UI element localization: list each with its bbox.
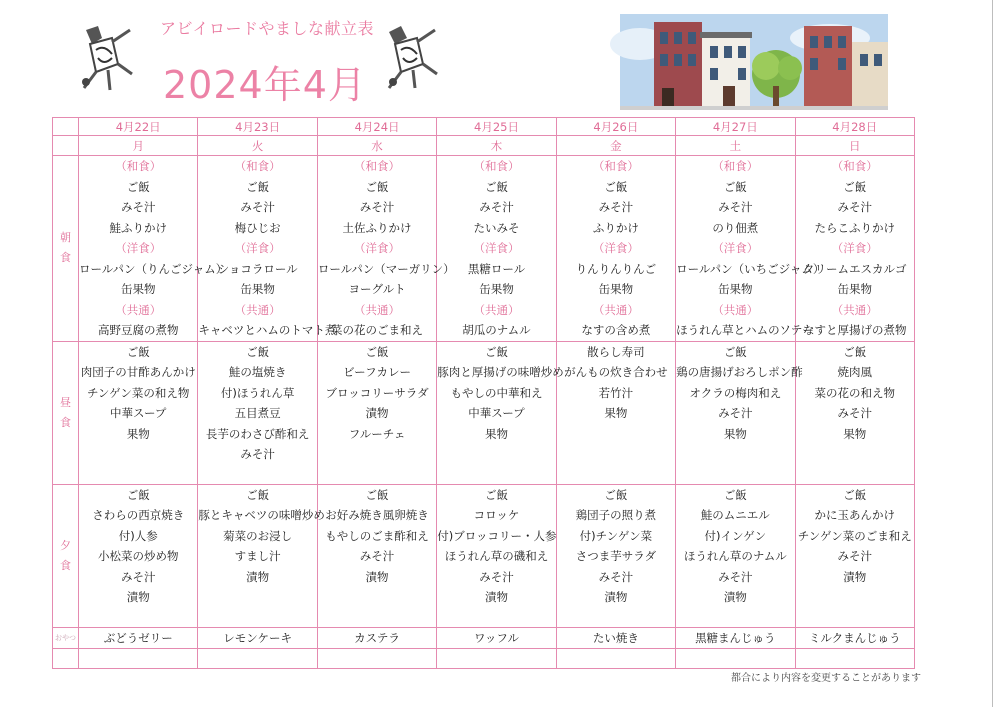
date-cell: 4月28日: [795, 118, 914, 136]
dinner-item: 小松菜の炒め物: [97, 549, 179, 563]
breakfast-item: ほうれん草とハムのソテー: [676, 323, 814, 337]
breakfast-item: ご飯: [604, 179, 628, 194]
dinner-item: 付)人参: [118, 528, 158, 543]
lunch-item: ご飯: [843, 344, 867, 359]
snack-cell: カステラ: [317, 627, 436, 648]
dinner-item: かに玉あんかけ: [814, 508, 896, 522]
lunch-label-char: 昼: [60, 395, 71, 409]
dinner-item: お好み焼き風卵焼き: [325, 508, 429, 522]
dinner-cell: [317, 484, 436, 627]
breakfast-category-label: （和食）: [712, 159, 759, 173]
breakfast-category-label: （洋食）: [354, 241, 401, 255]
snack-cell: ワッフル: [437, 627, 556, 648]
lunch-item: フルーチェ: [348, 426, 406, 441]
breakfast-cell: [79, 156, 228, 342]
dinner-item: 漬物: [604, 590, 628, 604]
breakfast-item: みそ汁: [240, 200, 275, 214]
lunch-label: [53, 341, 79, 484]
weekday-cell: 水: [317, 136, 436, 156]
breakfast-item: たらこふりかけ: [814, 220, 896, 235]
dinner-item: すまし汁: [234, 549, 281, 563]
lunch-cell: [676, 341, 803, 484]
breakfast-category-label: （共通）: [831, 302, 878, 317]
breakfast-category-label: （共通）: [354, 302, 401, 317]
dinner-item: 付)インゲン: [704, 528, 767, 543]
weekday-cell: 金: [556, 136, 675, 156]
lunch-item: 果物: [843, 426, 867, 441]
breakfast-item: ヨーグルト: [348, 282, 406, 296]
snack-cell: 黒糖まんじゅう: [676, 627, 795, 648]
breakfast-item: ご飯: [843, 179, 867, 194]
breakfast-item: のり佃煮: [712, 220, 759, 235]
breakfast-category-label: （和食）: [234, 159, 281, 173]
breakfast-row: [53, 156, 915, 342]
blank-row: [53, 648, 915, 668]
breakfast-item: 缶果物: [120, 282, 156, 296]
dinner-item: ご飯: [604, 487, 628, 502]
lunch-item: ご飯: [126, 344, 150, 359]
lunch-item: 中華スープ: [110, 406, 167, 420]
lunch-item: 漬物: [365, 406, 389, 420]
breakfast-item: 梅ひじお: [234, 220, 281, 235]
dinner-label: [53, 484, 79, 627]
date-cell: 4月22日: [79, 118, 198, 136]
dinner-item: 鮭のムニエル: [700, 508, 770, 522]
dinner-item: みそ汁: [718, 569, 753, 584]
dinner-item: みそ汁: [479, 569, 514, 584]
breakfast-item: みそ汁: [718, 200, 753, 214]
lunch-item: 散らし寿司: [587, 344, 645, 359]
lunch-item: 鮭の塩焼き: [228, 365, 287, 379]
breakfast-category-label: （共通）: [473, 302, 520, 317]
breakfast-category-label: （和食）: [831, 159, 878, 173]
breakfast-category-label: （洋食）: [115, 241, 162, 255]
breakfast-item: みそ汁: [359, 200, 395, 214]
breakfast-item: 缶果物: [598, 282, 634, 296]
lunch-item: 付)ほうれん草: [220, 385, 295, 400]
breakfast-category-label: （共通）: [234, 302, 281, 317]
breakfast-item: 缶果物: [837, 282, 873, 296]
lunch-item: 豚肉と厚揚げの味噌炒め: [437, 365, 564, 379]
breakfast-cell: [317, 156, 455, 342]
dinner-item: みそ汁: [359, 549, 395, 563]
date-cell: 4月27日: [676, 118, 795, 136]
dinner-item: もやしのごま酢和え: [325, 528, 429, 543]
blank-cell: [795, 648, 914, 668]
breakfast-cell: [795, 156, 914, 342]
weekday-row: [53, 136, 915, 156]
facility-name: アビイロードやましな献立表: [160, 19, 375, 38]
breakfast-item: なすの含め煮: [581, 323, 651, 337]
date-cell: 4月24日: [317, 118, 436, 136]
dinner-label-char: 食: [60, 558, 71, 572]
blank-cell: [676, 648, 795, 668]
lunch-item: ブロッコリーサラダ: [325, 385, 429, 400]
lunch-item: 若竹汁: [598, 385, 634, 400]
lunch-item: ご飯: [246, 344, 270, 359]
breakfast-label-char: 朝: [60, 231, 71, 245]
dinner-item: ご飯: [126, 487, 150, 502]
breakfast-category-label: （洋食）: [234, 241, 281, 255]
weekday-cell: 火: [198, 136, 317, 156]
dinner-cell: [676, 484, 795, 627]
lunch-item: みそ汁: [240, 447, 275, 461]
lunch-item: 果物: [126, 426, 150, 441]
breakfast-label: [53, 156, 79, 342]
dinner-item: ご飯: [723, 487, 747, 502]
breakfast-item: みそ汁: [598, 200, 634, 214]
lunch-item: 果物: [723, 426, 747, 441]
blank-cell: [437, 648, 556, 668]
breakfast-category-label: （和食）: [592, 159, 639, 173]
dinner-item: コロッケ: [473, 508, 520, 522]
dinner-item: さわらの西京焼き: [92, 508, 185, 522]
dinner-item: ご飯: [365, 487, 389, 502]
dinner-item: 漬物: [843, 569, 867, 584]
lunch-item: ビーフカレー: [343, 365, 411, 379]
lunch-item: ご飯: [365, 344, 389, 359]
lunch-item: 肉団子の甘酢あんかけ: [80, 365, 196, 379]
breakfast-item: 黒糖ロール: [467, 261, 526, 276]
corner-cell: [53, 118, 79, 136]
weekday-cell: 日: [795, 136, 914, 156]
breakfast-cell: [556, 156, 675, 342]
snack-label: おやつ: [53, 627, 79, 648]
snack-cell: ぶどうゼリー: [79, 627, 198, 648]
lunch-cell: [437, 341, 564, 484]
page-edge-line: [992, 0, 993, 707]
lunch-item: がんもの炊き合わせ: [564, 365, 668, 379]
lunch-item: ご飯: [723, 344, 747, 359]
weekday-cell: 木: [437, 136, 556, 156]
breakfast-item: なすと厚揚げの煮物: [803, 323, 907, 337]
snack-cell: レモンケーキ: [198, 627, 317, 648]
dinner-cell: [198, 484, 325, 627]
breakfast-item: 高野豆腐の煮物: [97, 323, 179, 337]
breakfast-item: 菜の花のごま和え: [331, 323, 424, 337]
snack-cell: ミルクまんじゅう: [795, 627, 914, 648]
lunch-item: 菜の花の和え物: [814, 385, 896, 400]
dinner-item: みそ汁: [598, 569, 634, 584]
date-cell: 4月23日: [198, 118, 317, 136]
dinner-item: さつま芋サラダ: [575, 549, 657, 563]
lunch-item: 長芋のわさび酢和え: [205, 426, 310, 441]
breakfast-item: ご飯: [246, 179, 270, 194]
dinner-row: [53, 484, 915, 627]
dinner-item: 漬物: [484, 590, 508, 604]
breakfast-cell: [437, 156, 556, 342]
dinner-item: ご飯: [246, 487, 270, 502]
breakfast-item: ショコラロール: [217, 261, 298, 276]
breakfast-label-char: 食: [60, 251, 71, 265]
breakfast-item: たいみそ: [473, 220, 520, 235]
musician-caricature-icon: [383, 22, 439, 92]
lunch-cell: [317, 341, 436, 484]
blank-cell: [317, 648, 436, 668]
dinner-item: 菊菜のお浸し: [223, 528, 293, 543]
lunch-item: 焼肉風: [837, 365, 873, 379]
breakfast-item: ご飯: [484, 179, 508, 194]
date-row: [53, 118, 915, 136]
footer-note: 都合により内容を変更することがあります: [731, 673, 921, 684]
lunch-cell: [556, 341, 675, 484]
breakfast-item: 鮭ふりかけ: [109, 220, 167, 235]
breakfast-category-label: （洋食）: [831, 241, 878, 255]
lunch-cell: [198, 341, 317, 484]
lunch-item: 五目煮豆: [234, 406, 281, 420]
blank-cell: [198, 648, 317, 668]
breakfast-item: みそ汁: [120, 200, 156, 214]
breakfast-item: ご飯: [126, 179, 150, 194]
breakfast-category-label: （和食）: [115, 159, 162, 173]
lunch-item: 鶏の唐揚げおろしポン酢: [676, 365, 803, 379]
breakfast-category-label: （洋食）: [592, 241, 639, 255]
lunch-cell: [79, 341, 198, 484]
dinner-item: 漬物: [365, 569, 389, 584]
dinner-item: 付)チンゲン菜: [579, 528, 653, 543]
breakfast-item: ご飯: [365, 179, 389, 194]
month-title: 2024年4月: [163, 63, 367, 107]
lunch-item: 中華スープ: [468, 406, 525, 420]
breakfast-item: クリームエスカルゴ: [803, 261, 907, 276]
breakfast-category-label: （共通）: [712, 302, 759, 317]
breakfast-category-label: （和食）: [473, 159, 520, 173]
date-cell: 4月25日: [437, 118, 556, 136]
breakfast-item: 缶果物: [718, 282, 753, 296]
breakfast-category-label: （洋食）: [473, 241, 520, 255]
lunch-item: チンゲン菜の和え物: [86, 385, 190, 400]
breakfast-item: ふりかけ: [592, 220, 639, 235]
breakfast-item: ご飯: [723, 179, 747, 194]
dinner-item: ご飯: [843, 487, 867, 502]
breakfast-item: 土佐ふりかけ: [342, 220, 412, 235]
blank-cell: [53, 648, 79, 668]
dinner-item: 豚とキャベツの味噌炒め: [198, 508, 325, 522]
musician-caricature-icon: [78, 24, 134, 94]
dinner-item: 漬物: [246, 569, 270, 584]
lunch-label-char: 食: [60, 415, 71, 429]
breakfast-cell: [198, 156, 337, 342]
breakfast-item: 缶果物: [479, 282, 514, 296]
menu-table: [52, 117, 915, 669]
breakfast-category-label: （共通）: [115, 302, 162, 317]
corner-cell: [53, 136, 79, 156]
dinner-cell: [795, 484, 914, 627]
snack-row: [53, 627, 915, 648]
lunch-item: みそ汁: [837, 406, 873, 420]
lunch-item: 果物: [604, 406, 628, 420]
dinner-item: みそ汁: [120, 569, 156, 584]
dinner-item: 漬物: [723, 590, 747, 604]
breakfast-item: ロールパン（いちごジャム）: [676, 261, 825, 276]
snack-cell: たい焼き: [556, 627, 675, 648]
dinner-item: ほうれん草のナムル: [683, 549, 787, 563]
lunch-row: [53, 341, 915, 484]
breakfast-category-label: （和食）: [354, 159, 401, 173]
breakfast-item: みそ汁: [479, 200, 514, 214]
lunch-cell: [795, 341, 914, 484]
blank-cell: [556, 648, 675, 668]
breakfast-item: 缶果物: [240, 282, 275, 296]
breakfast-item: りんりんりんご: [575, 261, 657, 276]
dinner-label-char: 夕: [60, 538, 71, 552]
lunch-item: 果物: [484, 426, 508, 441]
dinner-cell: [437, 484, 556, 627]
breakfast-item: ロールパン（りんごジャム）: [79, 261, 228, 276]
breakfast-category-label: （洋食）: [712, 241, 759, 255]
weekday-cell: 土: [676, 136, 795, 156]
dinner-cell: [556, 484, 675, 627]
dinner-item: ほうれん草の磯和え: [444, 549, 549, 563]
townhouse-illustration: [620, 14, 888, 110]
breakfast-item: ロールパン（マーガリン）: [317, 261, 455, 276]
breakfast-item: キャベツとハムのトマト煮: [198, 323, 337, 337]
lunch-item: みそ汁: [718, 406, 753, 420]
lunch-item: もやしの中華和え: [450, 385, 543, 400]
blank-cell: [79, 648, 198, 668]
dinner-cell: [79, 484, 198, 627]
lunch-item: オクラの梅肉和え: [689, 385, 782, 400]
weekday-cell: 月: [79, 136, 198, 156]
breakfast-item: みそ汁: [837, 200, 873, 214]
dinner-item: みそ汁: [837, 549, 873, 563]
dinner-item: チンゲン菜のごま和え: [797, 528, 912, 543]
breakfast-cell: [676, 156, 825, 342]
dinner-item: 鶏団子の照り煮: [575, 508, 657, 522]
breakfast-category-label: （共通）: [592, 302, 639, 317]
dinner-item: 付)ブロッコリー・人参: [437, 528, 557, 543]
dinner-item: ご飯: [484, 487, 508, 502]
date-cell: 4月26日: [556, 118, 675, 136]
dinner-item: 漬物: [126, 590, 150, 604]
lunch-item: ご飯: [484, 344, 508, 359]
breakfast-item: 胡瓜のナムル: [462, 323, 531, 337]
